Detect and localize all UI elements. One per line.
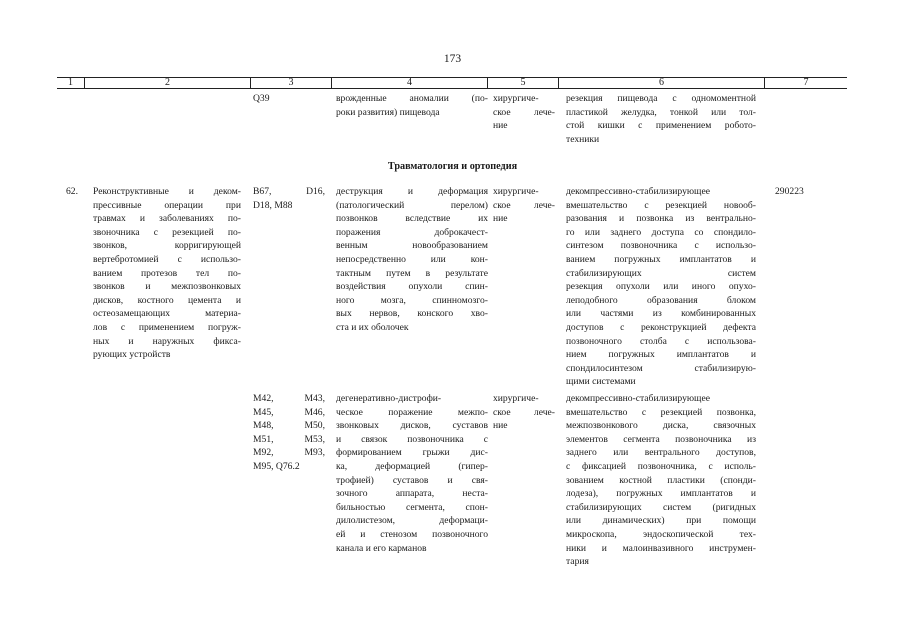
text-line: остеозамещающих материа- — [93, 308, 241, 320]
text-line: деструкция и деформация — [336, 186, 488, 197]
text-line: (патологический перелом) — [336, 199, 488, 211]
text-line: ста и их оболочек — [336, 321, 409, 333]
text-line: звонковых дисков, суставов — [336, 420, 488, 432]
text-line: ское лече- — [493, 106, 555, 118]
header-cell-1: 1 — [57, 78, 85, 88]
header-cell-6: 6 — [559, 78, 765, 88]
text-line: стабилизирующих систем — [566, 267, 756, 279]
sub-a-method — [566, 185, 756, 389]
text-line: ных и наружных фикса- — [93, 335, 241, 347]
text-line: стабилизирующих систем (ригидных — [566, 501, 756, 513]
code: M42, — [253, 393, 274, 404]
row-number: 62. — [66, 186, 78, 197]
text-line: резекция опухоли или иного опухо- — [566, 281, 756, 293]
text-line: зочного аппарата, неста- — [336, 488, 488, 500]
text-line: стой кишки с применением робото- — [566, 120, 756, 132]
code: M93, — [304, 447, 325, 459]
text-line: ей и стенозом позвоночного — [336, 528, 488, 540]
code: D18, M88 — [253, 199, 293, 211]
text-line: вмешательство с резекцией новооб- — [566, 199, 756, 211]
text-line: звоночника с резекцией по- — [93, 226, 241, 238]
code: M50, — [304, 420, 325, 432]
code: M51, — [253, 433, 274, 445]
code: D16, — [306, 186, 325, 197]
code: M46, — [304, 406, 325, 418]
text-line: вертебротомией с использо- — [93, 253, 241, 265]
text-line: доступов с реконструкцией дефекта — [566, 321, 756, 333]
text-line: воздействия опухоли спин- — [336, 281, 488, 293]
cont-treatment-type — [493, 92, 555, 133]
text-line: тария — [566, 556, 589, 568]
text-line: бильностью сегмента, спон- — [336, 501, 488, 513]
text-line: канала и его карманов — [336, 542, 427, 554]
text-line: прессивные операции при — [93, 199, 241, 211]
code: M43, — [304, 393, 325, 404]
text-line: ники и малоинвазивного инструмен- — [566, 542, 756, 554]
code: M53, — [304, 433, 325, 445]
text-line: вых нервов, конского хво- — [336, 308, 488, 320]
text-line: синтезом позвоночника с использо- — [566, 240, 756, 252]
code: M45, — [253, 406, 274, 418]
text-line: непосредственно или кон- — [336, 253, 488, 265]
text-line: ние — [493, 420, 508, 432]
code: B67, — [253, 186, 272, 197]
text-line: ческое поражение межпо- — [336, 406, 488, 418]
text-line: ское лече- — [493, 406, 555, 418]
cont-diagnosis — [336, 92, 488, 119]
text-line: техники — [566, 133, 600, 145]
text-line: врожденные аномалии (по- — [336, 93, 488, 104]
text-line: лодеза), погружных имплантатов и — [566, 488, 756, 500]
text-line: дилолистезом, деформаци- — [336, 515, 488, 527]
sub-a-treatment-type — [493, 185, 555, 226]
text-line: поражения доброкачест- — [336, 226, 488, 238]
text-line: лов с применением погруж- — [93, 321, 241, 333]
text-line: тактным путем в результате — [336, 267, 488, 279]
text-line: зованием костной пластики (спонди- — [566, 474, 756, 486]
text-line: ванием протезов тел по- — [93, 267, 241, 279]
text-line: звонков, корригирующей — [93, 240, 241, 252]
text-line: или частями из комбинированных — [566, 308, 756, 320]
header-cell-5: 5 — [488, 78, 559, 88]
text-line: формированием грыжи дис- — [336, 447, 488, 459]
section-title: Травматология и ортопедия — [387, 161, 518, 172]
text-line: леподобного образования блоком — [566, 294, 756, 306]
text-line: нием погружных имплантатов и — [566, 349, 756, 361]
sub-b-treatment-type — [493, 392, 555, 433]
cont-method — [566, 92, 756, 146]
code: M92, — [253, 447, 274, 459]
header-cell-2: 2 — [85, 78, 251, 88]
code: M95, Q76.2 — [253, 460, 300, 472]
text-line: ка, деформацией (гипер- — [336, 460, 488, 472]
text-line: роки развития) пищевода — [336, 106, 440, 118]
text-line: го или заднего доступа со спондило- — [566, 226, 756, 238]
text-line: декомпрессивно-стабилизирующее — [566, 186, 710, 197]
text-line: с фиксацией позвоночника, с исполь- — [566, 460, 756, 472]
sub-b-method — [566, 392, 756, 569]
code: M48, — [253, 420, 274, 432]
text-line: венным новообразованием — [336, 240, 488, 252]
text-line: декомпрессивно-стабилизирующее — [566, 393, 710, 404]
text-line: вмешательство с резекцией позвонка, — [566, 406, 756, 418]
text-line: межпозвонкового диска, связочных — [566, 420, 756, 432]
sub-b-codes — [253, 392, 325, 474]
text-line: трофией) суставов и свя- — [336, 474, 488, 486]
text-line: элементов сегмента позвоночника из — [566, 433, 756, 445]
header-cell-3: 3 — [251, 78, 332, 88]
text-line: дисков, костного цемента и — [93, 294, 241, 306]
cont-code: Q39 — [253, 93, 270, 104]
text-line: ское лече- — [493, 199, 555, 211]
text-line: разования и позвонка из вентрально- — [566, 213, 756, 225]
text-line: травмах и заболеваниях по- — [93, 213, 241, 225]
text-line: пластикой желудка, тонкой или тол- — [566, 106, 756, 118]
header-cell-4: 4 — [332, 78, 488, 88]
page-number: 173 — [443, 53, 462, 65]
text-line: спондилосинтезом стабилизирую- — [566, 362, 756, 374]
text-line: позвоночного столба с использова- — [566, 335, 756, 347]
text-line: рующих устройств — [93, 349, 171, 361]
row-62-price: 290223 — [775, 186, 804, 197]
text-line: заднего или вентрального доступов, — [566, 447, 756, 459]
text-line: хирургиче- — [493, 393, 539, 404]
text-line: ванием погружных имплантатов и — [566, 253, 756, 265]
text-line: ного мозга, спинномозго- — [336, 294, 488, 306]
text-line: хирургиче- — [493, 186, 539, 197]
text-line: ние — [493, 120, 508, 132]
text-line: Реконструктивные и деком- — [93, 186, 241, 197]
text-line: микроскопа, эндоскопической тех- — [566, 528, 756, 540]
text-line: ние — [493, 213, 508, 225]
text-line: щими системами — [566, 376, 636, 388]
sub-b-diagnosis — [336, 392, 488, 555]
text-line: и связок позвоночника с — [336, 433, 488, 445]
sub-a-diagnosis — [336, 185, 488, 335]
text-line: звонков и межпозвонковых — [93, 281, 241, 293]
text-line: позвонков вследствие их — [336, 213, 488, 225]
row-62-intervention — [93, 185, 241, 362]
text-line: или динамических) при помощи — [566, 515, 756, 527]
header-cell-7: 7 — [803, 77, 809, 88]
text-line: резекция пищевода с одномоментной — [566, 93, 756, 104]
text-line: хирургиче- — [493, 93, 539, 104]
table-header-row — [57, 77, 847, 89]
text-line: дегенеративно-дистрофи- — [336, 393, 442, 404]
sub-a-codes — [253, 185, 325, 212]
